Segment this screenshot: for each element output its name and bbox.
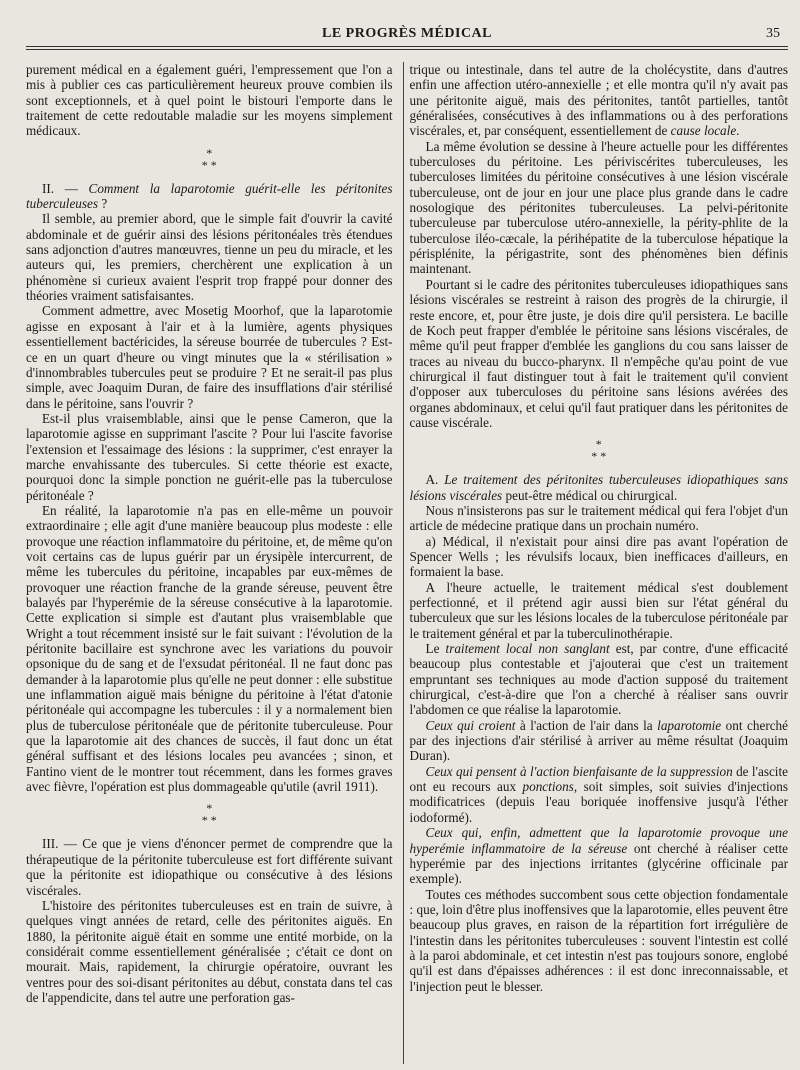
paragraph: A l'heure actuelle, le traitement médical s'est doublement perfectionné, et il prétend agir aussi bien sur l'état général du tuberculeux que sur les lésions locales de la tuberculose péritonéale par le traitement général et par la tuberculinothérapie.	[409, 579, 788, 641]
right-column	[404, 62, 788, 1064]
paragraph: Comment admettre, avec Mosetig Moorhof, que la laparotomie agisse en exposant à l'air et à la lumière, agents physiques essentiellement bactéricides, la séreuse bourrée de tubercules ? Est-ce en un quart d'heure ou vingt minutes que la « stérilisation » d'innombrables tubercules peut se produire ? Et ne serait-il pas plus simple, avec Joaquim Duran, de faire des insufflations d'air stérilisé dans le péritoine, sans l'ouvrir ?	[26, 303, 393, 411]
left-column	[26, 62, 404, 1064]
paragraph: a) Médical, il n'existait pour ainsi dire pas avant l'opération de Spencer Wells ; les révulsifs locaux, bien inefficaces d'ailleurs, en formaient la base.	[409, 533, 788, 580]
paragraph: Ceux qui croient à l'action de l'air dans la laparotomie ont cherché par des injections d'air stérilisé à arriver au même résultat (Joaquim Duran).	[409, 717, 788, 764]
section-separator: * * *	[591, 437, 607, 464]
paragraph: Ceux qui pensent à l'action bienfaisante de la suppression de l'ascite ont eu recours aux ponctions, soit simples, soit suivies d'injections modificatrices (depuis l'eau boriquée inoffensive jusqu'à l'éther iodoformé).	[409, 763, 788, 825]
journal-title: LE PROGRÈS MÉDICAL	[321, 26, 493, 41]
paragraph: Le traitement local non sanglant est, par contre, d'une efficacité beaucoup plus contestable et j'ajouterai que c'est un traitement empruntant ses techniques au mode d'action supposé du traitement chirurgical, c'est-à-dire que l'on a cherché à réaliser sans ouvrir l'abdomen ce que réalise la laparotomie.	[409, 641, 788, 718]
section-title: Comment la laparotomie guérit-elle les péritonites tuberculeuses	[26, 180, 393, 212]
paragraph: Toutes ces méthodes succombent sous cette objection fondamentale : que, loin d'être plus inoffensives que la laparotomie, elles peuvent être beaucoup plus graves, en raison de la répartition fort irrégulière de l'intestin dans les péritonites tuberculeuses : souvent l'intestin est collé à la paroi abdominale, et cet intestin n'est pas toujours sonore, englobé qu'il est dans d'épaisses adhérences : il est donc inreconnaissable, et l'injection peut le blesser.	[409, 886, 788, 994]
section-separator: * * *	[201, 145, 217, 172]
paragraph: La même évolution se dessine à l'heure actuelle pour les différentes tuberculoses du péritoine. Les périviscérites tuberculeuses, les tuberculoses limitées du péritoine consécutives à une lésion viscérale tuberculeuse, ont de jour en jour une place plus grande dans le cadre nosologique des péritonites tuberculeuses. La pelvi-péritonite tuberculeuse par tuberculose utéro-annexielle, la périty-phlite de la tuberculose iléo-cæcale, la périhépatite de la tuberculose hépatique la périsplénite, la périgastrite, sont des phénomènes bien définis maintenant.	[409, 138, 788, 277]
section-separator: * * *	[201, 801, 217, 828]
paragraph: trique ou intestinale, dans tel autre de la cholécystite, dans d'autres enfin une affection utéro-annexielle ; et elle montra qu'il n'y avait pas une péritonite aiguë, mais des péritonites, tantôt partielles, tantôt généralisées, consécutives à des inflammations ou à des perforations viscérales, et, par conséquent, essentiellement de cause locale.	[409, 62, 788, 139]
paragraph: III. — Ce que je viens d'énoncer permet de comprendre que la thérapeutique de la péritonite tuberculeuse est fort différente suivant que la péritonite est idiopathique ou consécutive à des lésions viscérales.	[26, 836, 393, 898]
page-number: 35	[766, 26, 780, 41]
section-title: Le traitement des péritonites tuberculeuses idiopathiques sans lésions viscérales	[409, 472, 788, 503]
paragraph: Il semble, au premier abord, que le simple fait d'ouvrir la cavité abdominale et de guérir ainsi des lésions péritonéales très étendues sans adjonction d'autres manœuvres, tienne un peu du miracle, et les auteurs qui, les premiers, cherchèrent une explication à un phénomène si curieux avaient l'esprit trop frappé pour donner des théories vraiment satisfaisantes.	[26, 211, 393, 304]
page-header	[26, 0, 788, 44]
article-columns	[26, 62, 788, 1064]
header-rule	[26, 46, 788, 50]
paragraph: Ceux qui, enfin, admettent que la laparotomie provoque une hyperémie inflammatoire de la séreuse ont cherché à réaliser cette hyperémie par des injections irritantes (glycérine officinale par exemple).	[409, 825, 788, 887]
paragraph: Pourtant si le cadre des péritonites tuberculeuses idiopathiques sans lésions viscérales se restreint à raison des progrès de la chirurgie, il reste encore, et, pour être juste, je dois dire qu'il persistera. Le bacille de Koch peut frapper d'emblée le péritoine sans lésions viscérales, de même qu'il peut frapper d'emblée les ganglions du cou sans laisser de traces au niveau du bucco-pharynx. Il n'empêche qu'au point de vue chirurgical il faut distinguer tout à fait le traitement qu'il convient d'opposer aux tuberculoses du péritoine sans lésions avérées des organes abdominaux, et celui qu'il faut pratiquer dans les péritonites de cause viscérale.	[409, 276, 788, 430]
section-heading: II. — Comment la laparotomie guérit-elle les péritonites tuberculeuses ?	[26, 180, 393, 212]
paragraph: L'histoire des péritonites tuberculeuses est en train de suivre, à quelques vingt années de retard, celle des péritonites aiguës. En 1880, la péritonite aiguë était en somme une entité morbide, on la considérait comme essentiellement généralisée ; c'était ce dont on mourait. Mais, rapidement, la chirurgie opératoire, ouvrant les ventres pour des soi-disant péritonites au début, constata dans tel cas de l'appendicite, dans tel autre une perforation gas-	[26, 897, 393, 1005]
paragraph: En réalité, la laparotomie n'a pas en elle-même un pouvoir extraordinaire ; elle agit d'une manière beaucoup plus modeste : elle provoque une réaction inflammatoire du péritoine, et, de même qu'on voit certains cas de lupus guérir par un érysipèle intercurrent, de même les tubercules du péritoine, incapables par eux-mêmes de provoquer une réaction franche de la grande séreuse, peuvent être balayés par l'hyperémie de la séreuse consécutive à la laparotomie. Cette explication si simple est d'autant plus vraisemblable que Wright a tout récemment insisté sur le fait suivant : l'évolution de la péritonite bacillaire est synchrone avec les variations du pouvoir opsonique du de sang et de l'exsudat péritonéal. Il ne faut donc pas demander à la laparotomie plus qu'elle ne peut donner : elle substitue une inflammation aiguë mais bénigne du péritoine à l'état d'atonie péritonéale qui accompagne les tubercules : il y a normalement bien plus de tuberculose péritonéale que de péritonite tuberculeuse. Pour que la laparotomie ait des chances de succès, il faut donc un état général suffisant et des lésions locales peu avancées ; sinon, et Fantino vient de le montrer tout récemment, dans les formes graves avec fièvre, l'opération est plus dommageable qu'utile (avril 1911).	[26, 502, 393, 795]
paragraph: Est-il plus vraisemblable, ainsi que le pense Cameron, que la laparotomie agisse en supprimant l'ascite ? Pour lui l'ascite favorise l'extension et l'essaimage des lésions : la supprimer, c'est enrayer la marche envahissante des tubercules. Si cette théorie est exacte, pourquoi donc la simple ponction ne guérit-elle pas la tuberculose péritonéale ?	[26, 410, 393, 503]
section-heading: A. Le traitement des péritonites tuberculeuses idiopathiques sans lésions viscérales peut-être médical ou chirurgical.	[409, 472, 788, 503]
paragraph: purement médical en a également guéri, l'empressement que l'on a mis à publier ces cas particulièrement heureux prouve combien ils sont exceptionnels, et à quel point le bistouri l'emporte dans le traitement de cette redoutable maladie sur les moyens simplement médicaux.	[26, 62, 393, 139]
paragraph: Nous n'insisterons pas sur le traitement médical qui fera l'objet d'un article de médecine pratique dans un prochain numéro.	[409, 502, 788, 534]
